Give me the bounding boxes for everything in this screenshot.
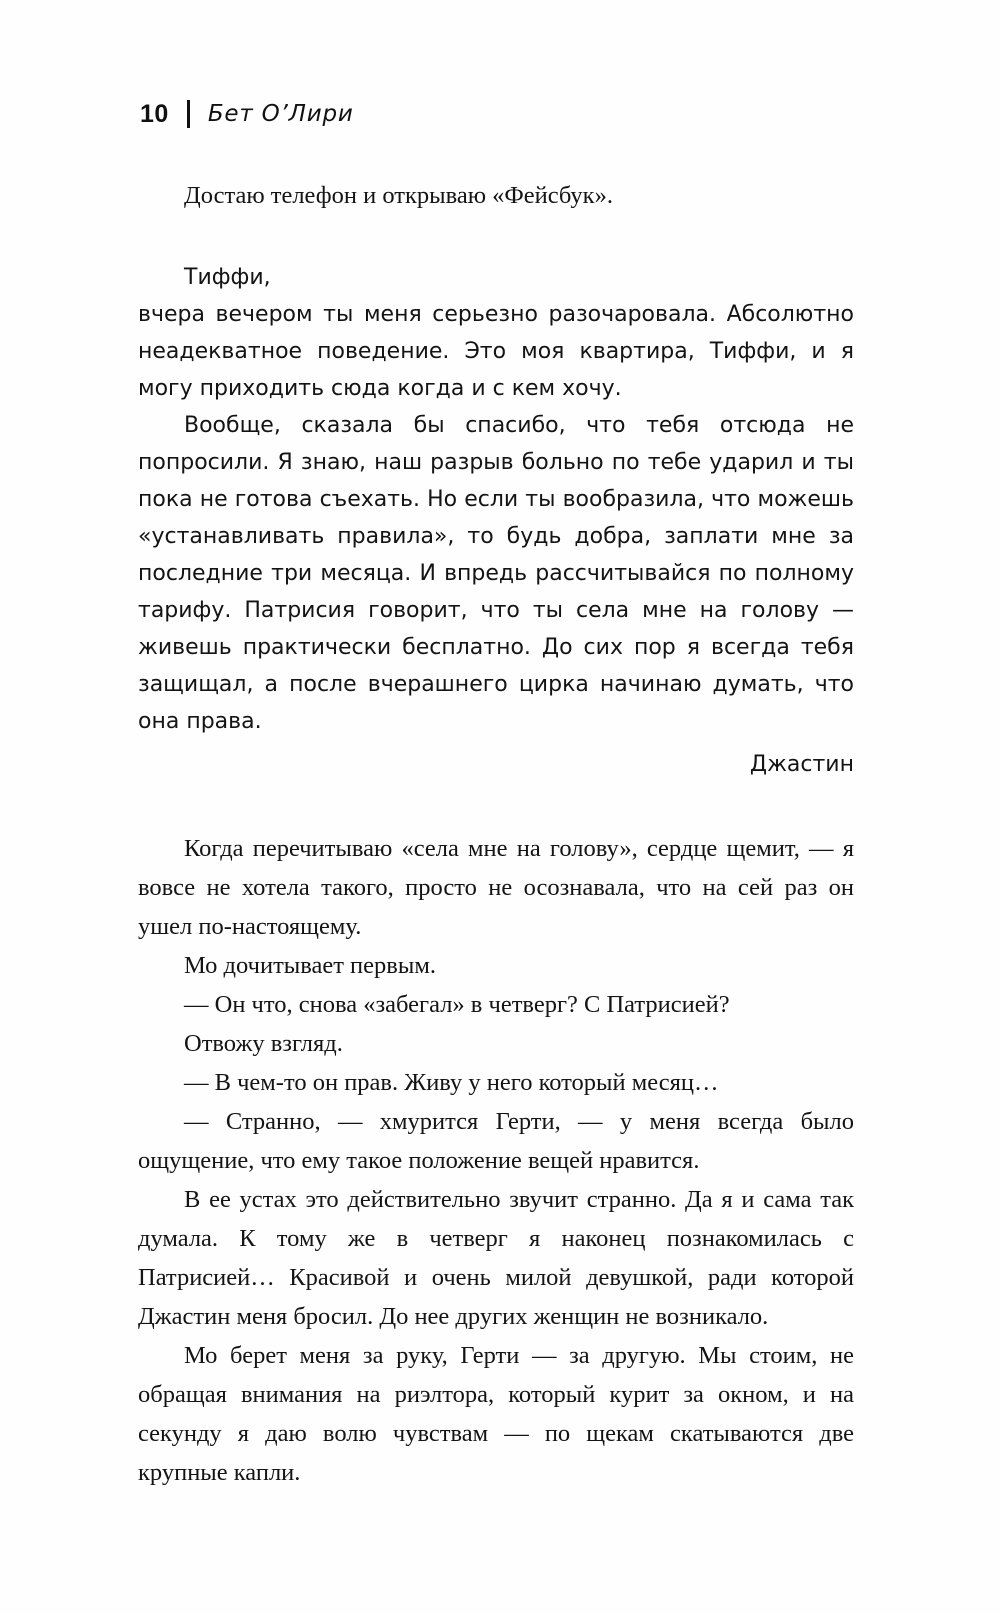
- body-paragraph-5: — В чем-то он прав. Живу у него который месяц…: [184, 1069, 719, 1096]
- letter-signature: Джастин: [749, 752, 854, 777]
- facebook-message: [138, 259, 854, 783]
- author-name: Бет О’Лири: [207, 101, 354, 127]
- body-paragraph-3: — Он что, снова «забегал» в четверг? С Патрисией?: [184, 991, 730, 1018]
- body-paragraph-1: Когда перечитываю «села мне на голову», сердце щемит, — я вовсе не хотела такого, просто не осознавала, что на сей раз он ушел по-настоящему.: [138, 835, 854, 940]
- page-number: 10: [140, 99, 169, 128]
- body-paragraph-2: Мо дочитывает первым.: [184, 952, 436, 979]
- text-block: [138, 176, 854, 1492]
- section-gap: [138, 783, 854, 829]
- body-paragraph-8: Мо берет меня за руку, Герти — за другую. Мы стоим, не обращая внимания на риэлтора, который курит за окном, и на секунду я даю волю чувствам — по щекам скатываются две крупные капли.: [138, 1342, 854, 1486]
- body-paragraph-7: В ее устах это действительно звучит странно. Да я и сама так думала. К тому же в четверг я наконец познакомилась с Патрисией… Красивой и очень милой девушкой, ради которой Джастин меня бросил. До нее других женщин не возникало.: [138, 1186, 854, 1330]
- letter-paragraph-1: вчера вечером ты меня серьезно разочаровала. Абсолютно неадекватное поведение. Это моя квартира, Тиффи, и я могу приходить сюда когда и с кем хочу.: [138, 302, 854, 401]
- intro-paragraph: Достаю телефон и открываю «Фейсбук».: [184, 182, 613, 209]
- running-head: [140, 96, 354, 132]
- letter-paragraph-2: Вообще, сказала бы спасибо, что тебя отсюда не попросили. Я знаю, наш разрыв больно по тебе ударил и ты пока не готова съехать. Но если ты вообразила, что можешь «устанавливать правила», то будь добра, заплати мне за последние три месяца. И впредь рассчитывайся по полному тарифу. Патрисия говорит, что ты села мне на голову — живешь практически бесплатно. До сих пор я всегда тебя защищал, а после вчерашнего цирка начинаю думать, что она права.: [138, 413, 854, 734]
- letter-salutation: Тиффи,: [184, 265, 271, 290]
- body-paragraph-6: — Странно, — хмурится Герти, — у меня всегда было ощущение, что ему такое положение вещей нравится.: [138, 1108, 854, 1174]
- body-paragraph-4: Отвожу взгляд.: [184, 1030, 343, 1057]
- header-divider: [187, 100, 190, 128]
